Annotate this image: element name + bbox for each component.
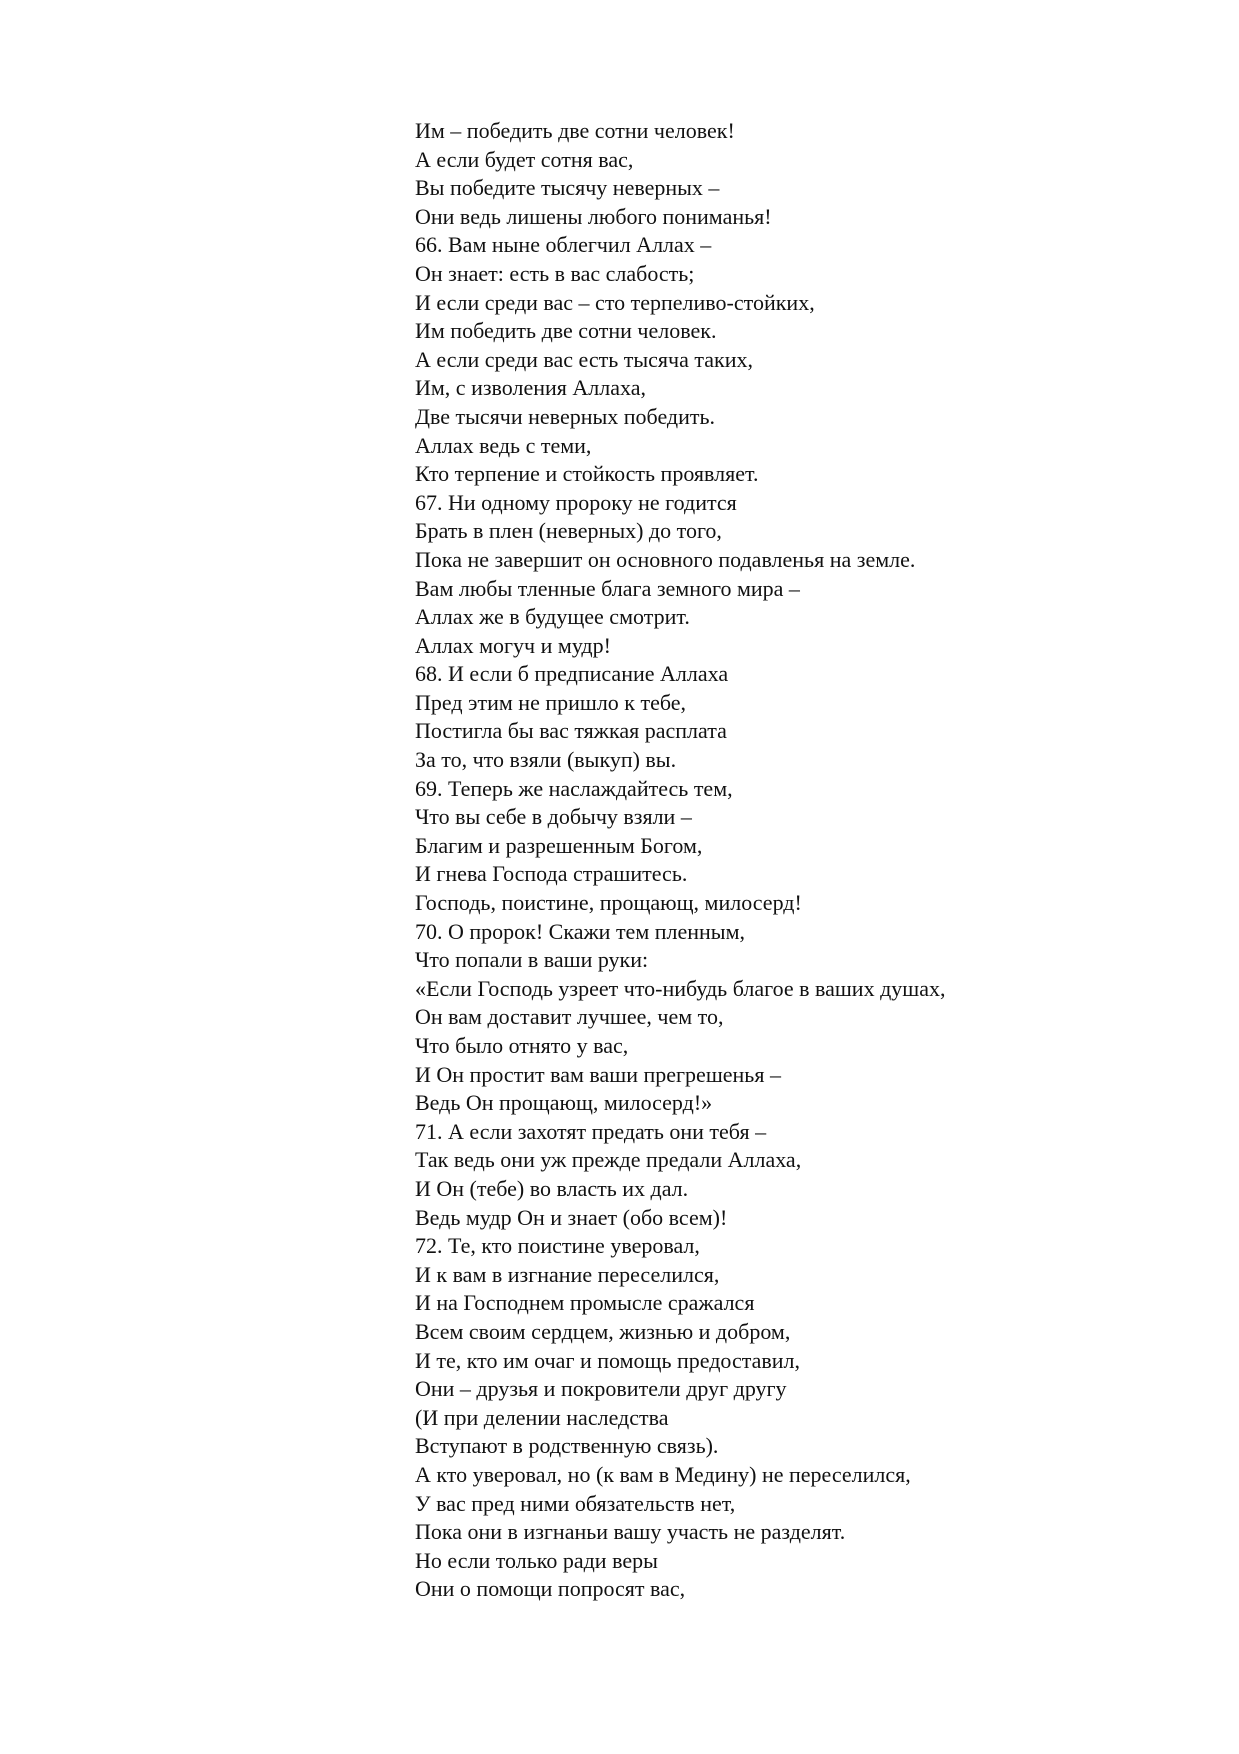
- text-line: Он вам доставит лучшее, чем то,: [415, 1004, 724, 1030]
- text-line: Аллах могуч и мудр!: [415, 632, 611, 658]
- text-line: За то, что взяли (выкуп) вы.: [415, 747, 677, 773]
- text-line: У вас пред ними обязательств нет,: [415, 1490, 736, 1516]
- text-line: Аллах ведь с теми,: [415, 432, 592, 458]
- text-line: 68. И если б предписание Аллаха: [415, 661, 729, 687]
- text-line: Брать в плен (неверных) до того,: [415, 518, 722, 544]
- text-line: Вступают в родственную связь).: [415, 1433, 719, 1459]
- text-line: Вы победите тысячу неверных –: [415, 175, 720, 201]
- text-line: Что было отнято у вас,: [415, 1033, 629, 1058]
- text-line: 70. О пророк! Скажи тем пленным,: [415, 918, 746, 944]
- text-line: 69. Теперь же наслаждайтесь тем,: [415, 775, 733, 801]
- text-line: Постигла бы вас тяжкая расплата: [415, 718, 727, 744]
- text-line: Им победить две сотни человек.: [415, 318, 717, 344]
- text-line: Благим и разрешенным Богом,: [415, 832, 703, 858]
- text-line: 67. Ни одному пророку не годится: [415, 489, 737, 515]
- text-line: Им – победить две сотни человек!: [415, 118, 735, 143]
- text-line: И те, кто им очаг и помощь предоставил,: [415, 1347, 801, 1373]
- text-line: И Он (тебе) во власть их дал.: [415, 1175, 689, 1201]
- text-line: Но если только ради веры: [415, 1547, 658, 1573]
- text-line: «Если Господь узреет что-нибудь благое в ваших душах,: [415, 975, 946, 1001]
- text-line: Ведь мудр Он и знает (обо всем)!: [415, 1204, 728, 1230]
- text-line: И на Господнем промысле сражался: [415, 1290, 755, 1316]
- text-line: А кто уверовал, но (к вам в Медину) не переселился,: [415, 1461, 911, 1487]
- text-line: Всем своим сердцем, жизнью и добром,: [415, 1318, 791, 1344]
- text-line: Господь, поистине, прощающ, милосерд!: [415, 890, 802, 916]
- text-line: 72. Те, кто поистине уверовал,: [415, 1233, 700, 1259]
- text-line: 71. А если захотят предать они тебя –: [415, 1118, 767, 1144]
- text-line: Пока они в изгнаньи вашу участь не разделят.: [415, 1519, 846, 1545]
- text-line: И Он простит вам ваши прегрешенья –: [415, 1061, 781, 1087]
- text-line: Что вы себе в добычу взяли –: [415, 804, 692, 830]
- text-line: И если среди вас – сто терпеливо-стойких,: [415, 289, 815, 315]
- text-line: Так ведь они уж прежде предали Аллаха,: [415, 1147, 802, 1173]
- text-line: Кто терпение и стойкость проявляет.: [415, 461, 759, 487]
- text-line: Ведь Он прощающ, милосерд!»: [415, 1090, 713, 1116]
- text-line: Пред этим не пришло к тебе,: [415, 689, 687, 715]
- text-line: И гнева Господа страшитесь.: [415, 861, 688, 887]
- text-line: Что попали в ваши руки:: [415, 947, 649, 973]
- text-line: 66. Вам ныне облегчил Аллах –: [415, 232, 712, 258]
- text-line: Он знает: есть в вас слабость;: [415, 260, 695, 286]
- text-line: Две тысячи неверных победить.: [415, 403, 716, 429]
- text-line: Они – друзья и покровители друг другу: [415, 1376, 787, 1402]
- text-line: А если среди вас есть тысяча таких,: [415, 346, 753, 372]
- text-line: Им, с изволения Аллаха,: [415, 375, 646, 401]
- text-line: А если будет сотня вас,: [415, 146, 634, 172]
- text-line: (И при делении наследства: [415, 1404, 669, 1430]
- text-line: И к вам в изгнание переселился,: [415, 1261, 720, 1287]
- text-line: Вам любы тленные блага земного мира –: [415, 575, 800, 601]
- text-line: Пока не завершит он основного подавленья на земле.: [415, 546, 916, 572]
- text-line: Аллах же в будущее смотрит.: [415, 604, 690, 630]
- text-line: Они ведь лишены любого пониманья!: [415, 203, 772, 229]
- text-line: Они о помощи попросят вас,: [415, 1576, 686, 1602]
- verse-text-block: [415, 117, 1215, 1604]
